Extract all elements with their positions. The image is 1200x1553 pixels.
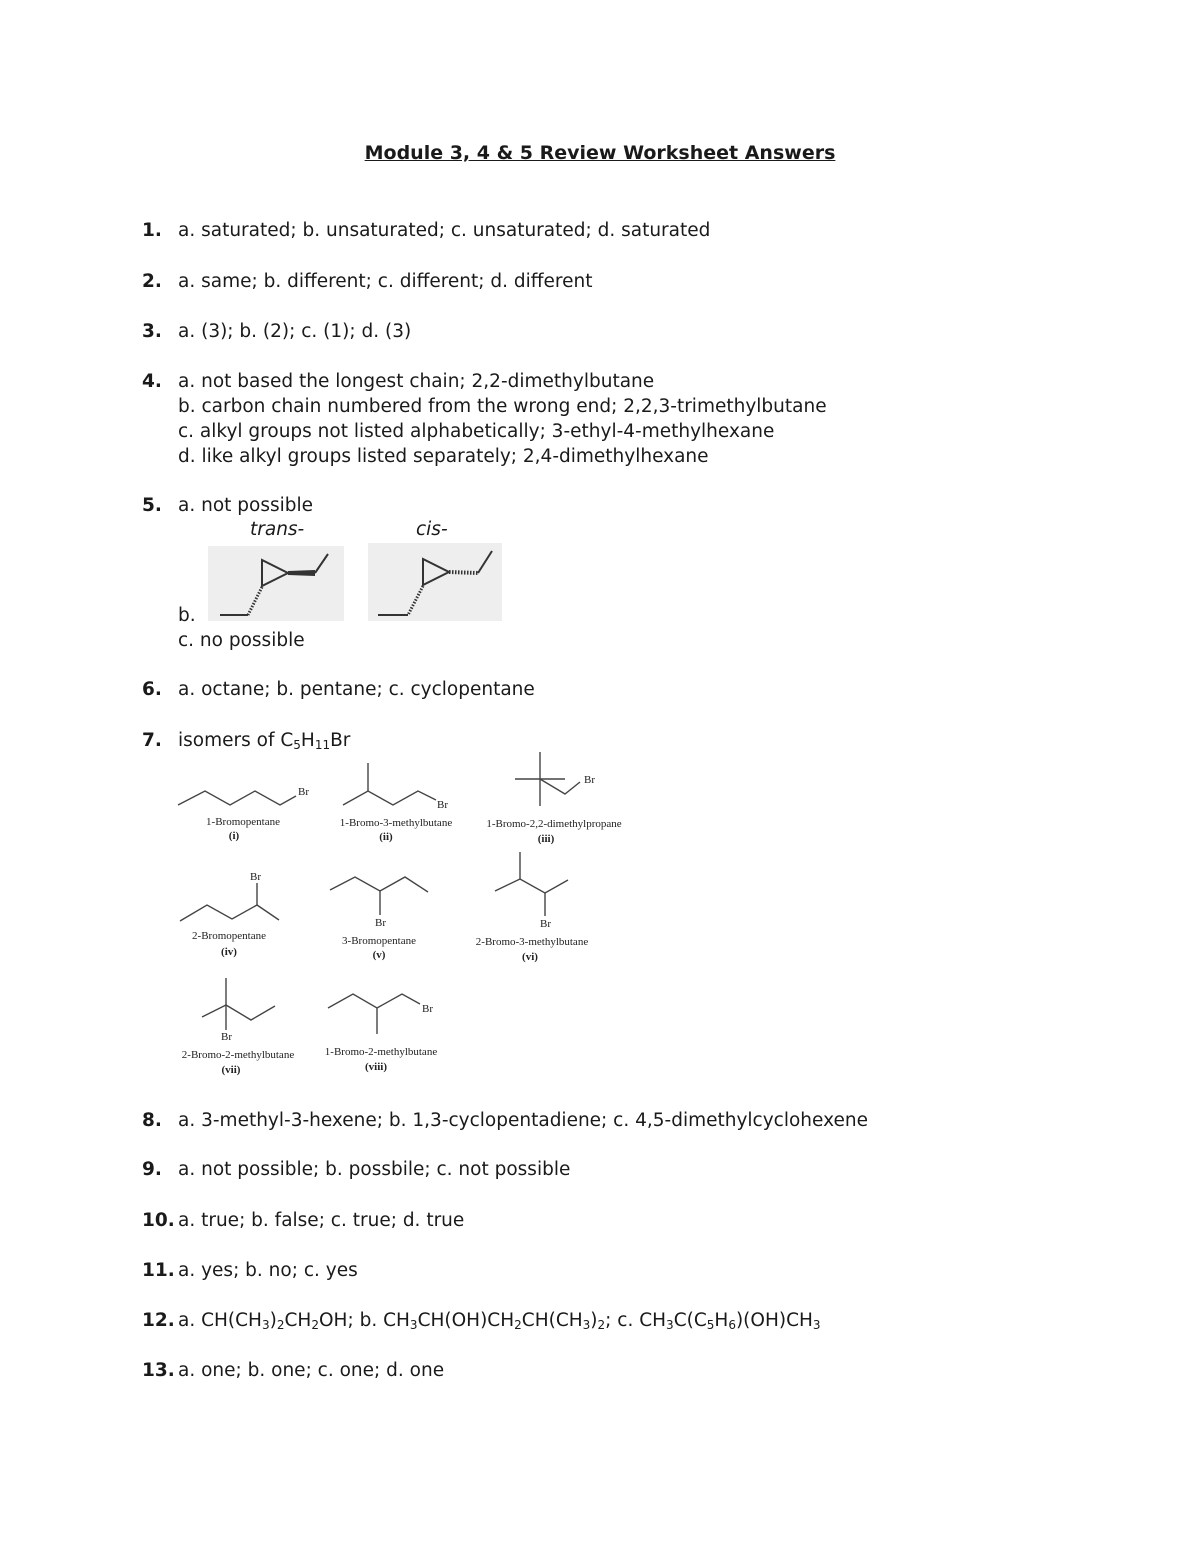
isomer-name: 2-Bromo-3-methylbutane: [475, 936, 589, 948]
answer-text: a. saturated; b. unsaturated; c. unsaturated; d. saturated: [178, 220, 711, 241]
question-number: 1.: [142, 220, 162, 241]
question-number: 7.: [142, 730, 162, 751]
answer-4: [142, 369, 654, 394]
isomer-name: 1-Bromo-2,2-dimethylpropane: [486, 818, 622, 830]
answer-8: [142, 1108, 868, 1133]
answer-text: isomers of $C_5H_{11}Br$: [178, 730, 351, 752]
question-number: 12.: [142, 1310, 175, 1331]
isomer-name: 3-Bromopentane: [342, 935, 416, 947]
br-label: Br: [422, 1003, 433, 1015]
answer-5: [142, 493, 313, 518]
question-number: 11.: [142, 1260, 175, 1281]
question-number: 4.: [142, 371, 162, 392]
answer-2: [142, 269, 592, 294]
answer-4d: d. like alkyl groups listed separately; 2,4-dimethylhexane: [178, 446, 709, 467]
answer-text: a. yes; b. no; c. yes: [178, 1260, 358, 1281]
answer-7: [142, 728, 350, 753]
answer-10: [142, 1208, 464, 1233]
question-number: 9.: [142, 1159, 162, 1180]
br-label: Br: [375, 917, 386, 929]
cis-label: cis-: [416, 519, 448, 540]
answer-11: [142, 1258, 358, 1283]
isomer-number: (vii): [221, 1064, 241, 1076]
isomer-number: (i): [228, 830, 240, 842]
answer-5c: c. no possible: [178, 630, 305, 651]
br-label: Br: [437, 799, 448, 811]
isomer-number: (iii): [537, 833, 555, 845]
question-number: 8.: [142, 1110, 162, 1131]
answer-4a: a. not based the longest chain; 2,2-dimethylbutane: [178, 371, 655, 392]
br-label: Br: [584, 774, 595, 786]
br-label: Br: [298, 786, 309, 798]
answer-5b: b.: [178, 605, 196, 626]
answer-12: [142, 1308, 821, 1333]
cis-structure: [368, 543, 502, 621]
answer-text: a. octane; b. pentane; c. cyclopentane: [178, 679, 535, 700]
answer-text: a. 3-methyl-3-hexene; b. 1,3-cyclopentadiene; c. 4,5-dimethylcyclohexene: [178, 1110, 868, 1131]
trans-structure: [208, 546, 344, 621]
answer-4c: c. alkyl groups not listed alphabetically; 3-ethyl-4-methylhexane: [178, 421, 775, 442]
answer-3: [142, 319, 411, 344]
br-label: Br: [221, 1031, 232, 1043]
answer-6: [142, 677, 535, 702]
br-label: Br: [540, 918, 551, 930]
question-number: 2.: [142, 271, 162, 292]
answer-5a: a. not possible: [178, 495, 314, 516]
answer-text: a. (3); b. (2); c. (1); d. (3): [178, 321, 412, 342]
answer-text: a. not possible; b. possbile; c. not possible: [178, 1159, 571, 1180]
answer-text: a. true; b. false; c. true; d. true: [178, 1210, 465, 1231]
answer-9: [142, 1157, 570, 1182]
answer-12c: c. $CH_3C(C_5H_6)(OH)CH_3$: [617, 1310, 821, 1332]
isomer-name: 1-Bromo-3-methylbutane: [339, 817, 453, 829]
question-number: 5.: [142, 495, 162, 516]
answer-13: [142, 1358, 444, 1383]
question-number: 3.: [142, 321, 162, 342]
br-label: Br: [250, 871, 261, 883]
trans-label: trans-: [250, 519, 305, 540]
question-number: 6.: [142, 679, 162, 700]
isomer-number: (v): [372, 949, 386, 961]
isomer-name: 2-Bromo-2-methylbutane: [181, 1049, 295, 1061]
isomer-number: (ii): [379, 831, 393, 843]
isomer-number: (iv): [221, 946, 237, 958]
isomer-name: 2-Bromopentane: [192, 930, 266, 942]
isomer-name: 1-Bromopentane: [206, 816, 280, 828]
answer-1: [142, 218, 710, 243]
trans-cyclopropane-figure: [208, 546, 344, 621]
answer-4b: b. carbon chain numbered from the wrong end; 2,2,3-trimethylbutane: [178, 396, 827, 417]
answer-12b: b. $CH_3CH(OH)CH_2CH(CH_3)_2$;: [359, 1310, 612, 1332]
cis-cyclopropane-figure: [368, 543, 502, 621]
answer-12a: a. $CH(CH_3)_2CH_2OH$;: [178, 1310, 354, 1332]
answer-text: a. one; b. one; c. one; d. one: [178, 1360, 445, 1381]
answer-text: a. same; b. different; c. different; d. different: [178, 271, 593, 292]
question-number: 13.: [142, 1360, 175, 1381]
isomer-number: (viii): [365, 1061, 387, 1073]
question-number: 10.: [142, 1210, 175, 1231]
isomer-number: (vi): [522, 951, 538, 963]
isomer-name: 1-Bromo-2-methylbutane: [324, 1046, 438, 1058]
page-title: Module 3, 4 & 5 Review Worksheet Answers: [364, 142, 836, 164]
